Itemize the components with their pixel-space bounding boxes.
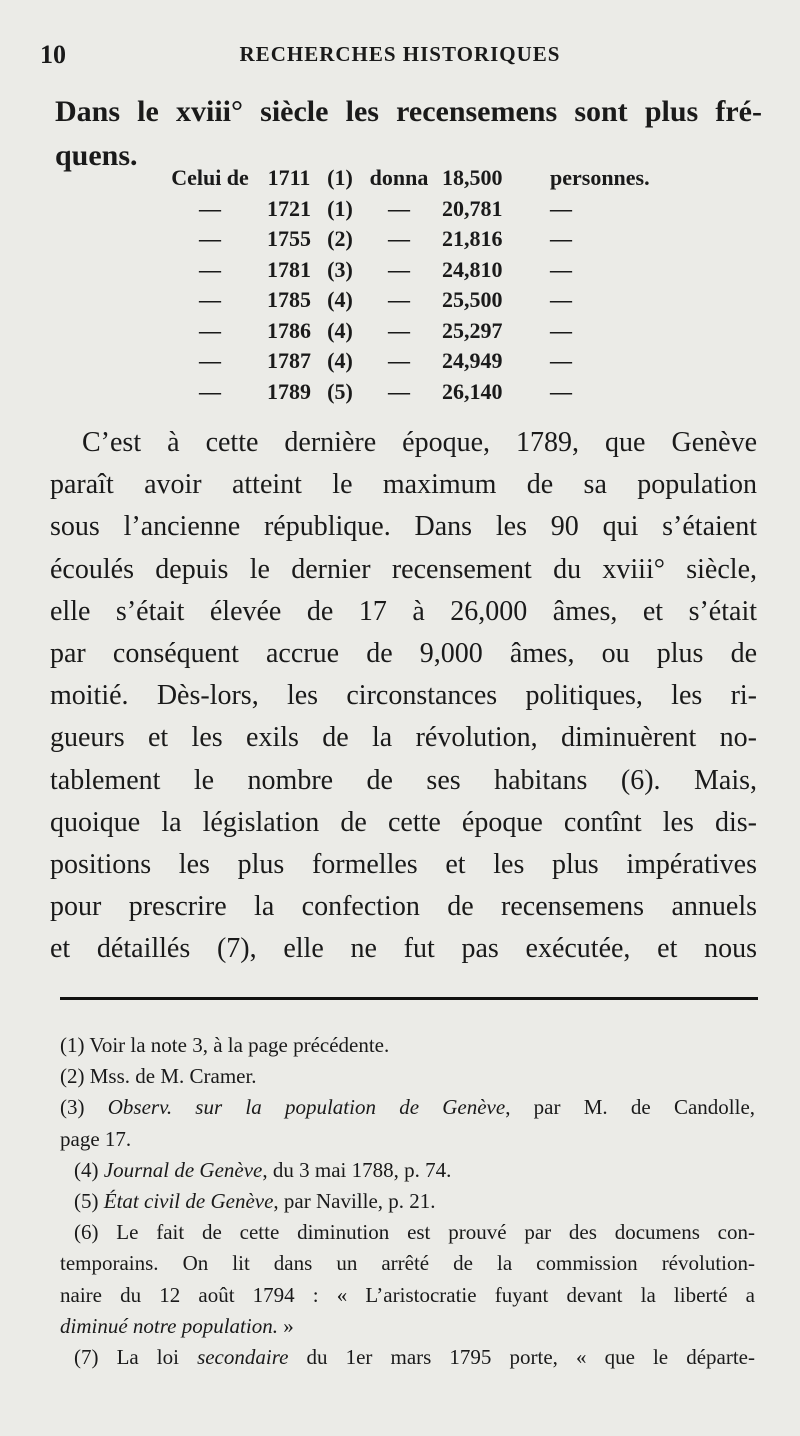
footnote-text: , par M. de Candolle,: [505, 1095, 756, 1120]
page-number: 10: [40, 40, 66, 69]
census-year: 1781: [267, 256, 311, 282]
census-ref: (4): [327, 348, 353, 374]
census-unit: —: [550, 226, 572, 252]
body-paragraph: [50, 422, 757, 971]
paragraph-line: pour prescrire la confection de recensemens annuels: [50, 891, 757, 923]
census-ref: (1): [327, 165, 353, 191]
paragraph-line: et détaillés (7), elle ne fut pas exécutée, et nous: [50, 933, 757, 965]
census-unit: —: [550, 378, 572, 404]
paragraph-line: elle s’était élevée de 17 à 26,000 âmes, et s’était: [50, 595, 757, 627]
census-population: 25,297: [442, 317, 503, 343]
census-year: 1755: [267, 226, 311, 252]
census-population: 24,810: [442, 256, 503, 282]
census-year: 1787: [267, 348, 311, 374]
paragraph-line: écoulés depuis le dernier recensement du xviii° siècle,: [50, 553, 757, 585]
census-prefix: —: [199, 317, 221, 343]
footnote-6-line: [60, 1311, 755, 1342]
census-row: [160, 194, 760, 225]
census-population: 24,949: [442, 348, 503, 374]
census-population: 18,500: [442, 165, 503, 191]
paragraph-line: par conséquent accrue de 9,000 âmes, ou plus de: [50, 638, 757, 670]
paragraph-line: tablement le nombre de ses habitans (6). Mais,: [50, 764, 757, 796]
footnote-4: [60, 1155, 755, 1186]
footnote-ref: (5): [74, 1189, 99, 1214]
paragraph-line: moitié. Dès-lors, les circonstances politiques, les ri-: [50, 680, 757, 712]
paragraph-line: sous l’ancienne république. Dans les 90 qui s’étaient: [50, 511, 757, 543]
intro-line: quens.: [55, 139, 138, 172]
paragraph-line: positions les plus formelles et les plus impératives: [50, 849, 757, 881]
census-prefix: —: [199, 378, 221, 404]
cited-title: Journal de Genève: [103, 1157, 263, 1182]
quoted-text: diminué notre population.: [60, 1313, 278, 1338]
census-prefix: —: [199, 287, 221, 313]
footnote-text: »: [277, 1313, 294, 1338]
footnote-3: [60, 1092, 755, 1123]
page-header: [40, 40, 760, 76]
footnote-ref: (4): [74, 1157, 99, 1182]
cited-title: Observ. sur la population de Genève: [107, 1095, 506, 1120]
footnote-7: [60, 1342, 755, 1373]
census-verb: —: [388, 226, 410, 252]
census-year: 1789: [267, 378, 311, 404]
census-prefix: Celui de: [171, 165, 249, 191]
census-row: [160, 316, 760, 347]
census-ref: (2): [327, 226, 353, 252]
census-population: 25,500: [442, 287, 503, 313]
paragraph-line: gueurs et les exils de la révolution, diminuèrent no-: [50, 722, 757, 754]
footnote-6-line: temporains. On lit dans un arrêté de la commission révolution-: [60, 1251, 755, 1276]
census-unit: —: [550, 348, 572, 374]
footnote-text: , du 3 mai 1788, p. 74.: [262, 1157, 452, 1182]
census-verb: —: [388, 195, 410, 221]
census-verb: —: [388, 317, 410, 343]
census-unit: personnes.: [550, 165, 650, 191]
census-row: [160, 255, 760, 286]
footnotes: [60, 1030, 755, 1373]
census-prefix: —: [199, 195, 221, 221]
footnote-text: du 1er mars 1795 porte, « que le départe-: [288, 1345, 755, 1370]
paragraph-line: C’est à cette dernière époque, 1789, que Genève: [82, 427, 757, 458]
census-verb: donna: [369, 165, 429, 191]
census-year: 1785: [267, 287, 311, 313]
census-row: [160, 224, 760, 255]
census-year: 1786: [267, 317, 311, 343]
census-verb: —: [388, 378, 410, 404]
footnote-text: , par Naville, p. 21.: [273, 1189, 436, 1214]
paragraph-line: quoique la législation de cette époque contînt les dis-: [50, 806, 757, 838]
census-ref: (3): [327, 256, 353, 282]
census-ref: (1): [327, 195, 353, 221]
census-population: 20,781: [442, 195, 503, 221]
census-prefix: —: [199, 226, 221, 252]
footnote-6-line: naire du 12 août 1794 : « L’aristocratie fuyant devant la liberté a: [60, 1282, 755, 1307]
census-year: 1711: [267, 165, 311, 191]
census-unit: —: [550, 195, 572, 221]
census-row: [160, 377, 760, 408]
census-unit: —: [550, 317, 572, 343]
census-year: 1721: [267, 195, 311, 221]
census-ref: (4): [327, 287, 353, 313]
census-row: [160, 163, 760, 194]
running-title: RECHERCHES HISTORIQUES: [239, 42, 561, 66]
intro-line: Dans le xviii° siècle les recensemens sont plus fré-: [55, 95, 762, 128]
footnote-1: (1) Voir la note 3, à la page précédente.: [60, 1033, 390, 1057]
cited-term: secondaire: [197, 1345, 289, 1370]
cited-title: État civil de Genève: [103, 1189, 274, 1214]
census-ref: (5): [327, 378, 353, 404]
footnote-3-continued: page 17.: [60, 1126, 132, 1151]
census-verb: —: [388, 256, 410, 282]
census-row: [160, 285, 760, 316]
census-table: [160, 163, 760, 407]
census-population: 21,816: [442, 226, 503, 252]
census-row: [160, 346, 760, 377]
census-prefix: —: [199, 348, 221, 374]
paragraph-line: paraît avoir atteint le maximum de sa population: [50, 469, 757, 501]
census-ref: (4): [327, 317, 353, 343]
footnote-2: (2) Mss. de M. Cramer.: [60, 1064, 257, 1089]
census-verb: —: [388, 287, 410, 313]
footnote-5: [60, 1186, 755, 1217]
census-population: 26,140: [442, 378, 503, 404]
census-prefix: —: [199, 256, 221, 282]
footnote-divider: [60, 997, 758, 1000]
census-unit: —: [550, 256, 572, 282]
footnote-text: (7) La loi: [74, 1345, 198, 1370]
census-unit: —: [550, 287, 572, 313]
footnote-6-line: (6) Le fait de cette diminution est prouvé par des documens con-: [74, 1220, 755, 1245]
census-verb: —: [388, 348, 410, 374]
footnote-ref: (3): [60, 1095, 85, 1120]
